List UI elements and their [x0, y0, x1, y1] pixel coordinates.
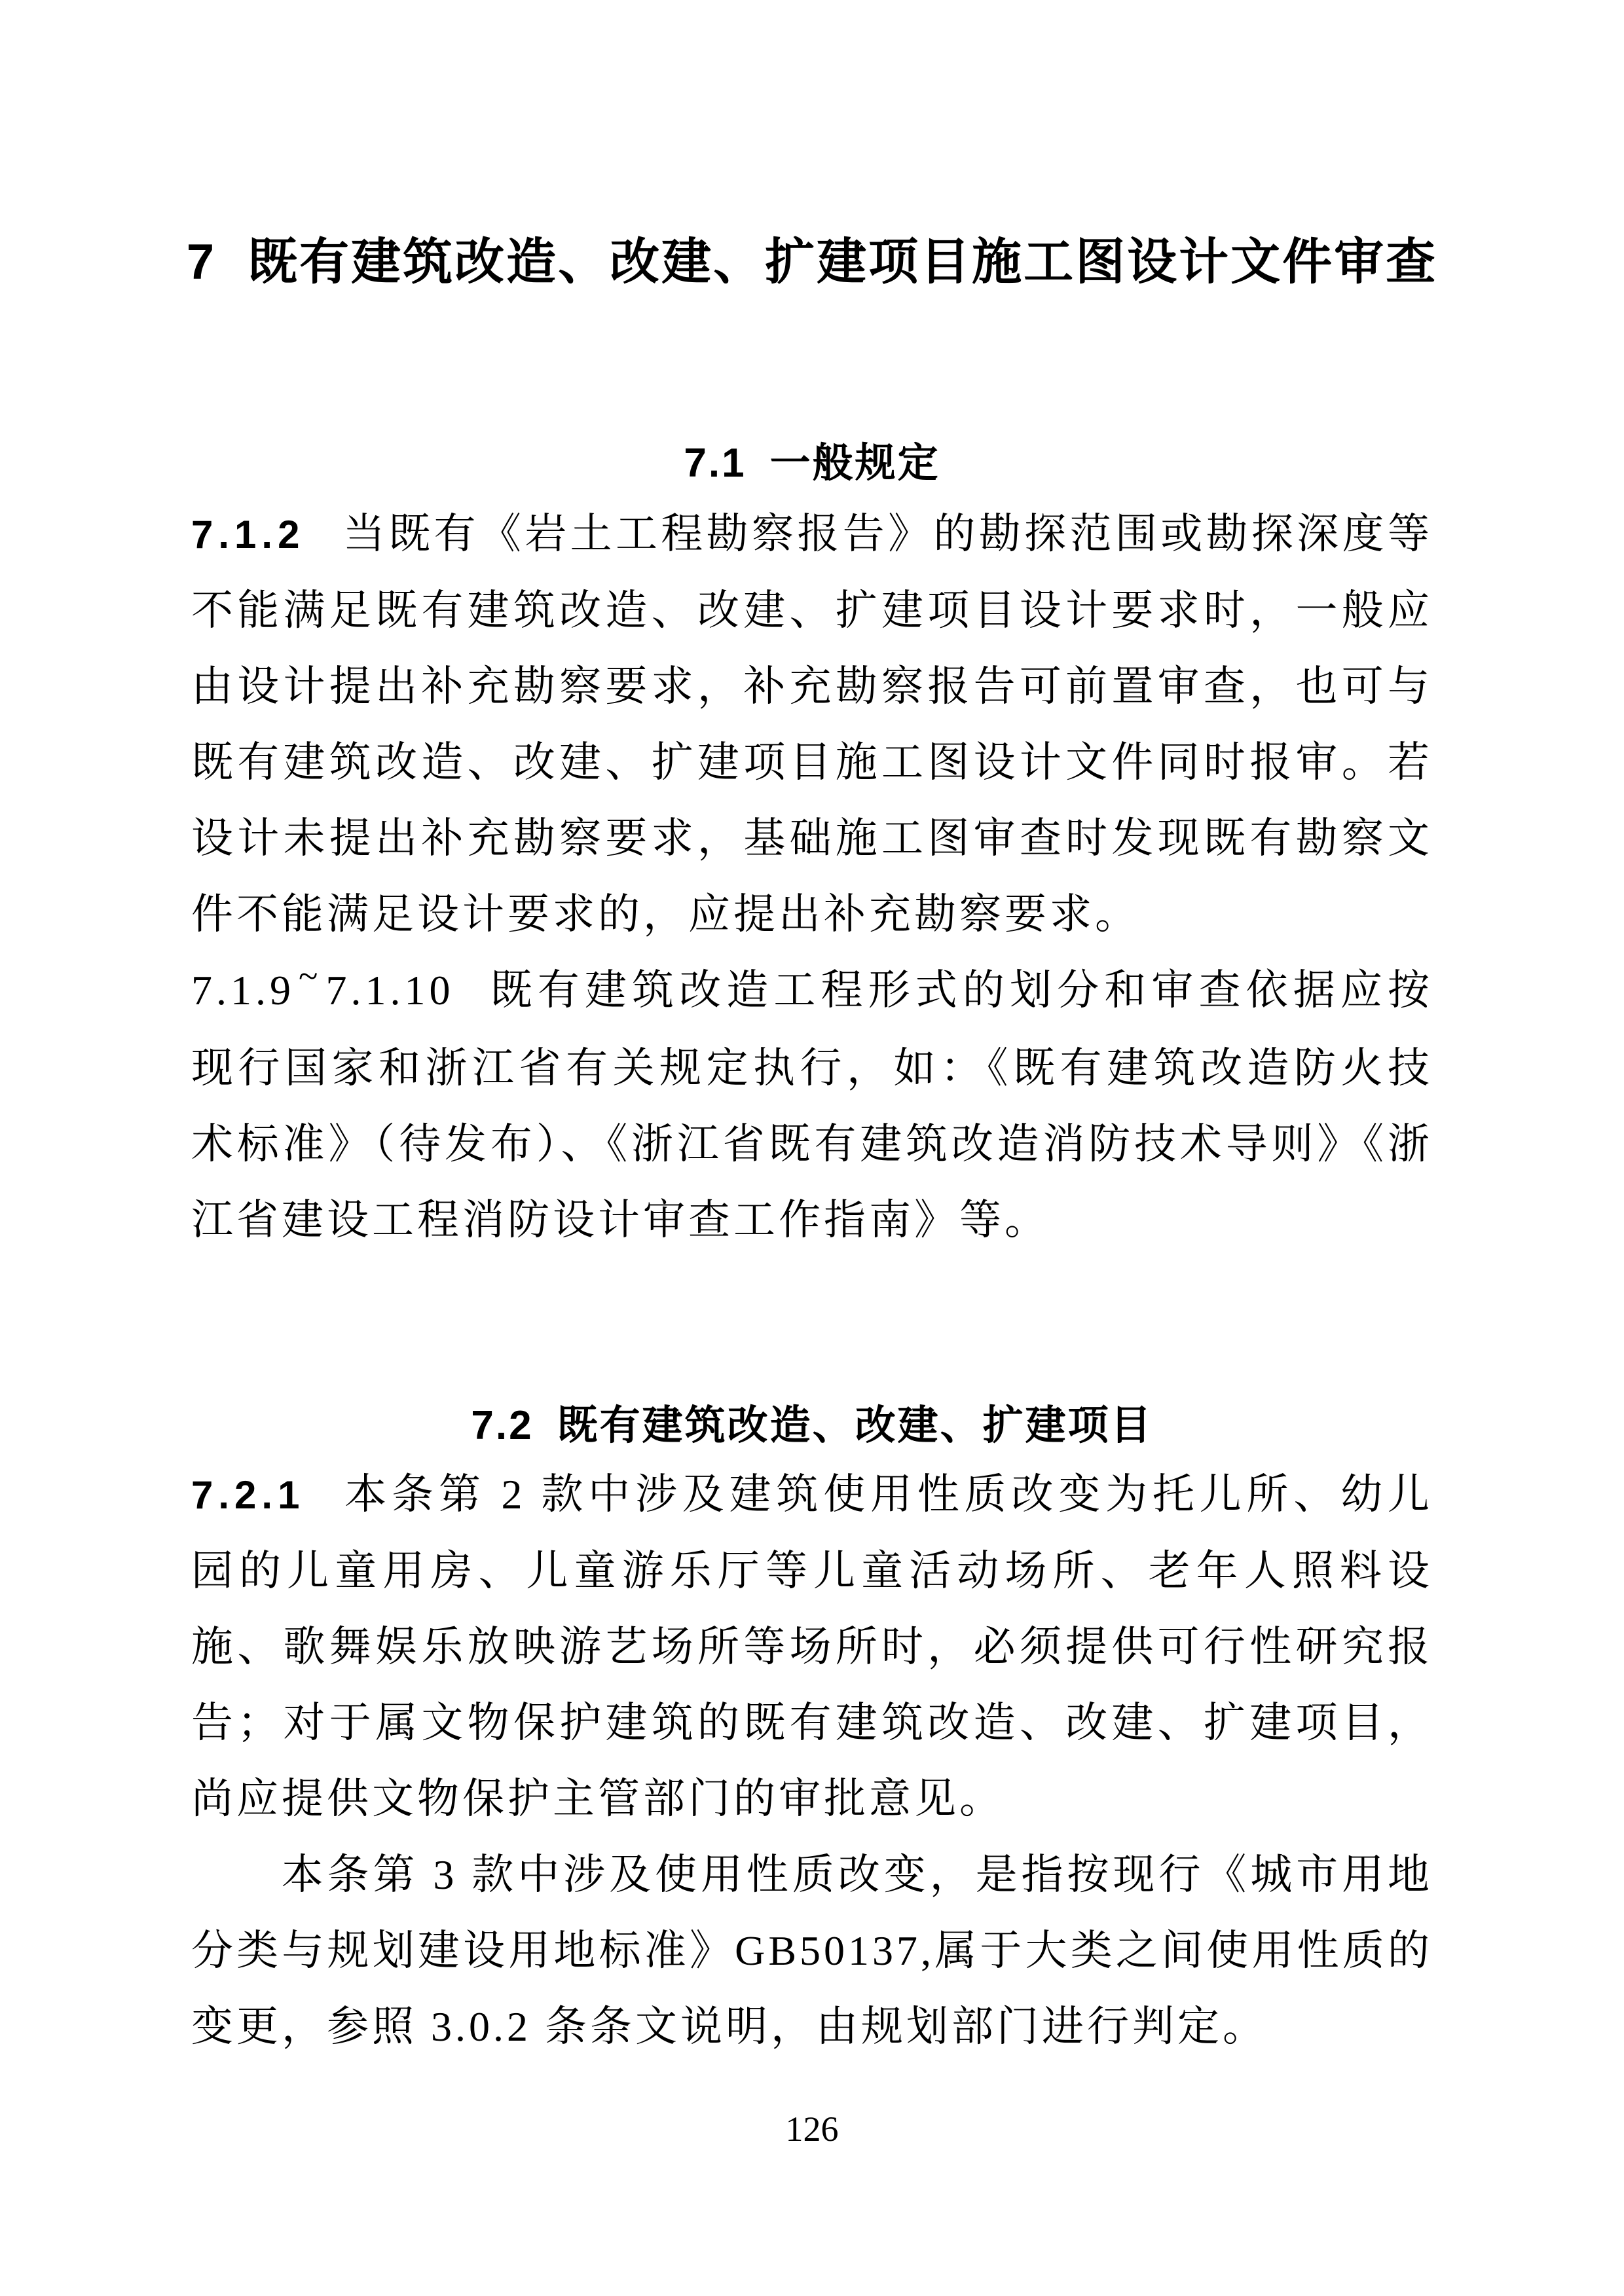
- section-number: 7.2: [471, 1403, 534, 1449]
- clause-text: 既有建筑改造工程形式的划分和审查依据应按现行国家和浙江省有关规定执行，如：《既有建筑改造防火技术标准》（待发布）、《浙江省既有建筑改造消防技术导则》《浙江省建设工程消防设计审查工作指南》等。: [191, 967, 1433, 1243]
- clause-text: 本条第 3 款中涉及使用性质改变，是指按现行《城市用地分类与规划建设用地标准》GB50137,属于大类之间使用性质的变更，参照 3.0.2 条条文说明，由规划部门进行判定。: [191, 1851, 1433, 2050]
- section-title: 既有建筑改造、改建、扩建项目: [557, 1403, 1153, 1449]
- clause-label-end: 7.1.10: [325, 967, 454, 1013]
- paragraph-7-1-2: [191, 496, 1433, 953]
- chapter-title: 既有建筑改造、改建、扩建项目施工图设计文件审查: [248, 234, 1438, 290]
- clause-text: 当既有《岩土工程勘察报告》的勘探范围或勘探深度等不能满足既有建筑改造、改建、扩建项目设计要求时，一般应由设计提出补充勘察要求，补充勘察报告可前置审查，也可与既有建筑改造、改建、扩建项目施工图设计文件同时报审。若设计未提出补充勘察要求，基础施工图审查时发现既有勘察文件不能满足设计要求的，应提出补充勘察要求。: [191, 511, 1433, 938]
- clause-label-start: 7.1.9: [191, 967, 295, 1013]
- clause-label-7-2-1: 7.2.1: [191, 1473, 305, 1517]
- paragraph-7-1-9-to-7-1-10: [191, 953, 1433, 1258]
- paragraph-7-2-1: [191, 1457, 1433, 1837]
- chapter-number: 7: [186, 234, 217, 290]
- section-number: 7.1: [684, 441, 747, 486]
- page-number: 126: [785, 2109, 839, 2149]
- section-heading-7-1: [0, 438, 1624, 489]
- clause-label-7-1-2: 7.1.2: [191, 513, 305, 556]
- paragraph-7-2-1-continued: [191, 1837, 1433, 2065]
- section-7-1-body: [191, 496, 1433, 1258]
- chapter-heading: [0, 232, 1624, 293]
- clause-label-7-1-9-to-7-1-10: [191, 956, 454, 1013]
- section-title: 一般规定: [769, 441, 940, 486]
- clause-text: 本条第 2 款中涉及建筑使用性质改变为托儿所、幼儿园的儿童用房、儿童游乐厅等儿童活动场所、老年人照料设施、歌舞娱乐放映游艺场所等场所时，必须提供可行性研究报告；对于属文物保护建筑的既有建筑改造、改建、扩建项目，尚应提供文物保护主管部门的审批意见。: [191, 1471, 1433, 1822]
- section-heading-7-2: [0, 1400, 1624, 1451]
- clause-label-range-separator: ~: [299, 956, 322, 996]
- section-7-2-body: [191, 1457, 1433, 2065]
